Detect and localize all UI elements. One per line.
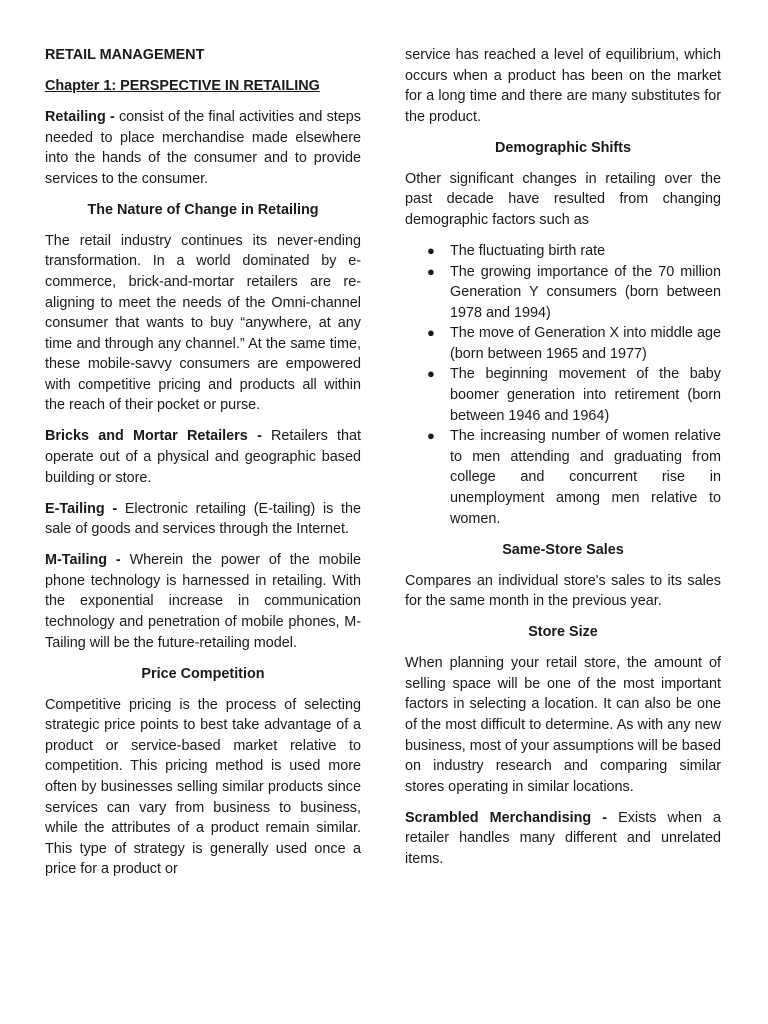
mtailing-term: M-Tailing - (45, 552, 121, 569)
list-item (405, 323, 721, 364)
same-store-sales-text: Compares an individual store's sales to its sales for the same month in the previous year. (405, 572, 721, 610)
price-competition-text: Competitive pricing is the process of selecting strategic price points to best take advantage of a product or service-based market relative to competition. This pricing method is used more often by businesses selling similar products since services can vary from business to business, while the attributes of a product remain similar. This type of strategy is generally used once a price for a product or (45, 696, 361, 878)
store-size-heading: Store Size (528, 624, 598, 641)
price-competition-heading: Price Competition (141, 665, 265, 682)
price-competition-continued: service has reached a level of equilibrium, which occurs when a product has been on the market for a long time and there are many substitutes for the product. (405, 47, 721, 125)
mtailing-definition (45, 550, 361, 653)
bullet-icon: ● (427, 428, 435, 444)
bullet-icon: ● (427, 242, 435, 258)
bricks-text: Retailers that operate out of a physical and geographic based building or store. (45, 428, 361, 486)
list-item-text: The move of Generation X into middle age (born between 1965 and 1977) (450, 325, 721, 362)
scrambled-text: Exists when a retailer handles many different and unrelated items. (405, 809, 722, 867)
list-item-text: The growing importance of the 70 million Generation Y consumers (born between 1978 and 1994) (450, 263, 721, 321)
list-item-text: The increasing number of women relative to men attending and graduating from college and concurrent rise in unemployment among men relative to women. (450, 428, 721, 527)
nature-of-change-heading: The Nature of Change in Retailing (87, 201, 319, 218)
retailing-definition (45, 107, 361, 189)
list-item (405, 426, 721, 529)
list-item (405, 262, 721, 324)
bullet-icon: ● (427, 325, 435, 341)
list-item-text: The beginning movement of the baby boomer generation into retirement (born between 1946 and 1964) (450, 366, 721, 424)
right-column (405, 45, 721, 880)
store-size-text: When planning your retail store, the amount of selling space will be one of the most important factors in selecting a location. It can also be one of the most difficult to determine. As with any new business, most of your assumptions will be based on industry research and comparing similar stores operating in similar locations. (405, 655, 721, 795)
chapter-heading: Chapter 1: PERSPECTIVE IN RETAILING (45, 77, 320, 94)
etailing-text: Electronic retailing (E-tailing) is the sale of goods and services through the Internet. (45, 500, 362, 538)
same-store-sales-heading: Same-Store Sales (502, 541, 624, 558)
bullet-icon: ● (427, 366, 435, 382)
left-column (45, 45, 361, 890)
demographic-shifts-intro: Other significant changes in retailing over the past decade have resulted from changing demographic factors such as (405, 170, 721, 228)
bricks-definition (45, 426, 361, 488)
bricks-term: Bricks and Mortar Retailers - (45, 428, 262, 445)
list-item (405, 241, 721, 262)
retailing-term: Retailing - (45, 108, 115, 125)
nature-of-change-text: The retail industry continues its never-ending transformation. In a world dominated by e-commerce, brick-and-mortar retailers are re-aligning to meet the needs of the Omni-channel consumer that wants to buy “anywhere, at any time and through any channel.” At the same time, these mobile-savvy consumers are empowered with competitive pricing and products all within the reach of their pocket or purse. (45, 232, 361, 414)
list-item-text: The fluctuating birth rate (450, 242, 606, 259)
document-title: RETAIL MANAGEMENT (45, 47, 205, 63)
mtailing-text: Wherein the power of the mobile phone technology is harnessed in retailing. With the exponential increase in communication technology and penetration of mobile phones, M-Tailing will be the future-retailing model. (45, 552, 361, 651)
demographic-list (405, 241, 721, 529)
etailing-term: E-Tailing - (45, 500, 118, 517)
scrambled-term: Scrambled Merchandising - (405, 809, 608, 826)
scrambled-definition (405, 808, 721, 870)
demographic-shifts-heading: Demographic Shifts (495, 139, 631, 156)
retailing-text: consist of the final activities and steps needed to place merchandise made elsewhere into the hands of the consumer and to provide services to the consumer. (45, 108, 361, 187)
etailing-definition (45, 499, 361, 540)
list-item (405, 364, 721, 426)
bullet-icon: ● (427, 263, 435, 279)
